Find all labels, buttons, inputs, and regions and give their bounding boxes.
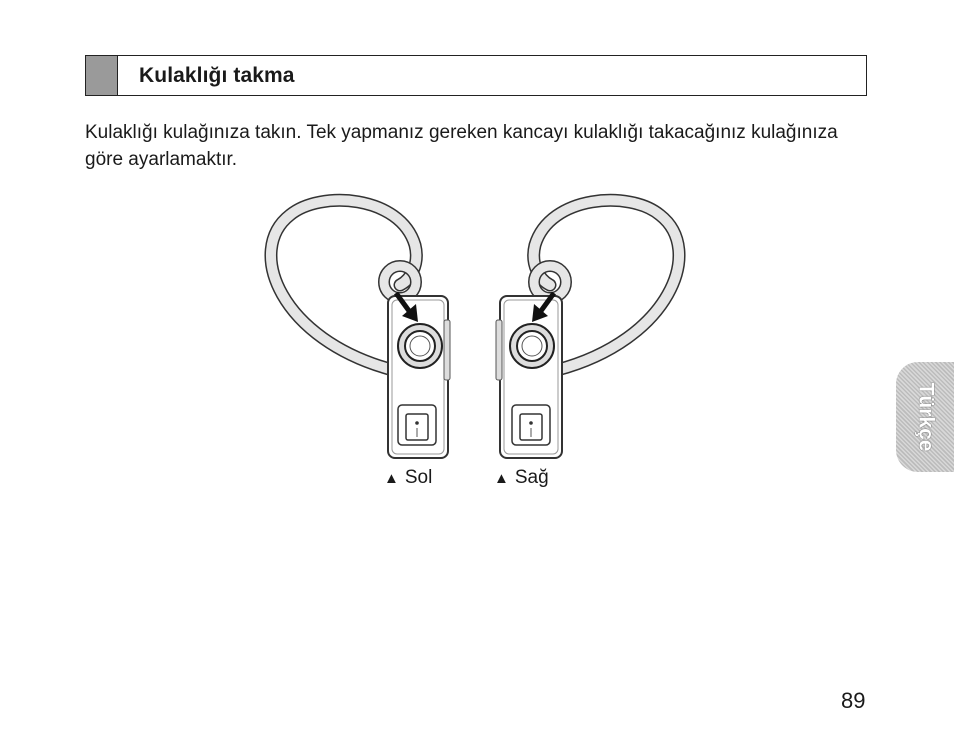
left-headset — [271, 200, 450, 458]
right-caption — [494, 467, 549, 489]
section-title: Kulaklığı takma — [139, 63, 295, 87]
section-header — [85, 55, 867, 96]
left-caption-label: Sol — [404, 467, 433, 488]
triangle-icon: ▲ — [494, 469, 509, 487]
language-tab — [896, 362, 954, 472]
triangle-icon: ▲ — [384, 469, 399, 487]
language-tab-label: Türkçe — [914, 382, 937, 452]
left-caption — [384, 467, 432, 489]
right-caption-label: Sağ — [514, 467, 549, 488]
right-headset — [496, 200, 679, 458]
headset-illustration — [250, 190, 700, 460]
header-gray-block — [86, 56, 118, 95]
body-paragraph: Kulaklığı kulağınıza takın. Tek yapmanız gereken kancayı kulaklığı takacağınız kulağınıza göre ayarlamaktır. — [85, 122, 838, 170]
page-number: 89 — [841, 688, 866, 713]
